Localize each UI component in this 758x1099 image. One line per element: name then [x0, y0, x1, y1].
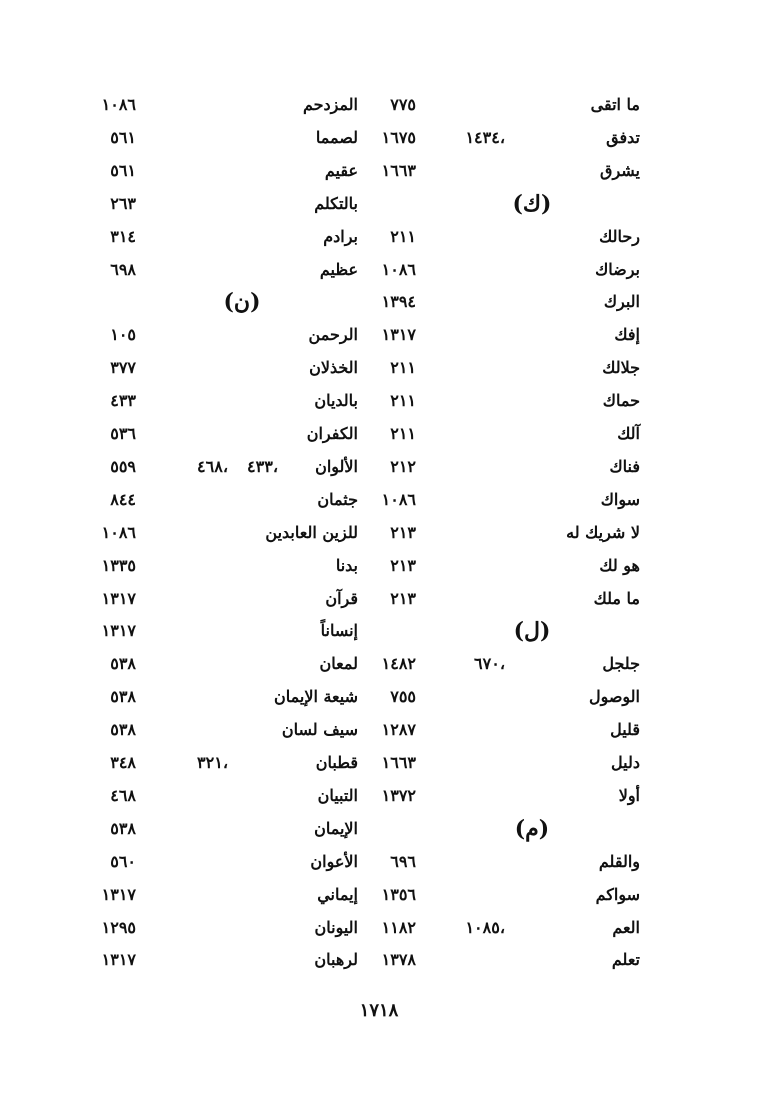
left-entry-word: قطبان [315, 753, 358, 772]
right-entry-page: ١٠٨٦ [381, 259, 416, 279]
index-row [0, 255, 758, 285]
index-row [0, 452, 758, 482]
index-row [0, 814, 758, 844]
left-entry-page-extra: ٣٢١، [197, 753, 228, 772]
right-entry-word: سواكم [595, 884, 640, 904]
left-entry-word: التبيان [317, 785, 358, 805]
left-entry-word: الألوان [315, 456, 358, 476]
index-row [0, 353, 758, 383]
index-row [0, 682, 758, 712]
right-entry-page: ٢١٣ [390, 555, 416, 575]
left-entry-page: ٥٦٠ [110, 851, 136, 871]
left-entry-word: إيماني [317, 884, 358, 904]
index-row [0, 551, 758, 581]
index-row [0, 945, 758, 975]
left-entry-page: ١٣١٧ [101, 588, 136, 608]
right-entry-word: ما ملك [593, 588, 640, 608]
index-row [0, 616, 758, 646]
right-letter-heading: (ك) [512, 190, 552, 217]
left-entry-page: ٥٣٨ [110, 720, 136, 740]
index-row [0, 485, 758, 515]
index-row [0, 880, 758, 910]
index-row [0, 913, 758, 943]
right-entry-page: ١١٨٢ [381, 917, 416, 937]
right-entry-page: ١٣٥٦ [381, 884, 416, 904]
right-entry-page-extra: ٦٧٠، [474, 654, 505, 674]
left-entry-page: ٤٦٨ [110, 785, 136, 805]
right-entry-word: برضاك [595, 259, 640, 279]
index-row [0, 189, 758, 219]
right-entry-word: يشرق [600, 160, 640, 180]
right-entry-word: الوصول [588, 687, 640, 707]
left-entry-word: بالديان [314, 391, 358, 411]
right-entry-word: تدفق [606, 127, 640, 147]
left-entry-page: ٥٣٦ [110, 424, 136, 443]
left-letter-heading: (ن) [223, 289, 261, 316]
left-entry-page: ١٠٥ [110, 325, 136, 345]
right-entry-page: ١٦٧٥ [381, 127, 416, 147]
left-entry-page-extra: ٤٦٨، [197, 456, 228, 476]
index-row [0, 781, 758, 811]
right-entry-page: ١٣٩٤ [381, 292, 416, 312]
left-entry-word: اليونان [314, 917, 358, 937]
right-entry-page: ١٤٨٢ [381, 654, 416, 674]
index-row [0, 386, 758, 416]
left-entry-word: لرهبان [314, 950, 358, 970]
right-entry-page: ١٣٧٨ [381, 950, 416, 970]
right-entry-page: ١٢٨٧ [381, 720, 416, 740]
right-entry-page-extra: ١٤٣٤، [465, 127, 505, 147]
right-entry-word: دليل [611, 753, 640, 772]
index-row [0, 156, 758, 186]
right-entry-word: البرك [603, 292, 640, 312]
left-entry-word: بدنا [335, 555, 358, 575]
right-entry-word: إفك [614, 325, 640, 345]
right-entry-word: العم [612, 917, 640, 937]
left-entry-word: شيعة الإيمان [274, 687, 358, 707]
left-entry-page: ١٣٣٥ [101, 555, 136, 575]
left-entry-page: ٦٩٨ [110, 259, 136, 279]
right-entry-page: ١٠٨٦ [381, 489, 416, 509]
left-entry-page: ٥٣٨ [110, 654, 136, 674]
index-row [0, 584, 758, 614]
index-row [0, 222, 758, 252]
left-entry-page: ٥٦١ [110, 127, 136, 147]
index-row [0, 90, 758, 120]
right-entry-page: ٢١٢ [390, 456, 416, 476]
left-entry-page-extra2: ٤٣٣، [247, 456, 278, 476]
index-row [0, 320, 758, 350]
index-row [0, 847, 758, 877]
left-entry-page: ١٣١٧ [101, 621, 136, 641]
right-entry-page: ٦٩٦ [390, 851, 416, 871]
left-entry-page: ٢٦٣ [110, 193, 136, 213]
right-entry-page: ١٣٧٢ [381, 785, 416, 805]
left-entry-word: بالتكلم [314, 193, 358, 213]
right-entry-word: قليل [610, 720, 640, 740]
left-entry-page: ٥٦١ [110, 160, 136, 180]
right-entry-word: ما اتقى [590, 95, 640, 114]
right-entry-page: ١٦٦٣ [381, 160, 416, 180]
right-entry-word: حماك [602, 391, 640, 411]
left-entry-word: الرحمن [308, 325, 358, 345]
right-entry-page: ١٣١٧ [381, 325, 416, 345]
left-entry-word: الأعوان [310, 851, 358, 871]
left-entry-word: قرآن [325, 588, 358, 608]
right-entry-word: جلالك [602, 358, 640, 378]
left-entry-word: الخذلان [309, 358, 358, 378]
left-entry-word: لمعان [319, 654, 358, 674]
left-entry-page: ١٢٩٥ [101, 917, 136, 937]
left-entry-word: المزدحم [302, 95, 358, 114]
index-row [0, 649, 758, 679]
left-entry-word: لصمما [315, 127, 358, 147]
left-entry-word: إنساناً [320, 621, 358, 641]
right-entry-page: ٢١١ [390, 391, 416, 411]
index-row [0, 748, 758, 778]
left-entry-word: للزين العابدين [265, 522, 358, 542]
right-entry-page: ٢١٣ [390, 522, 416, 542]
right-entry-word: فناك [609, 456, 640, 476]
index-row [0, 123, 758, 153]
left-entry-word: عقيم [324, 160, 358, 180]
right-entry-page: ٢١٣ [390, 588, 416, 608]
left-entry-page: ٣٤٨ [110, 753, 136, 772]
left-entry-page: ٣٧٧ [110, 358, 136, 378]
left-entry-page: ٣١٤ [110, 226, 136, 246]
right-entry-page: ٧٧٥ [390, 95, 416, 114]
right-entry-page: ٢١١ [390, 226, 416, 246]
left-entry-page: ١٠٨٦ [101, 95, 136, 114]
index-row [0, 287, 758, 317]
right-entry-word: تعلم [611, 950, 640, 970]
right-entry-word: رحالك [599, 226, 640, 246]
left-entry-page: ٥٣٨ [110, 687, 136, 707]
right-entry-page: ٢١١ [390, 424, 416, 443]
right-entry-word: هو لك [599, 555, 640, 575]
index-row [0, 715, 758, 745]
left-entry-word: الكفران [306, 424, 358, 443]
right-entry-word: والقلم [598, 851, 640, 871]
right-entry-word: جلجل [602, 654, 640, 674]
left-entry-page: ١٣١٧ [101, 884, 136, 904]
left-entry-page: ١٣١٧ [101, 950, 136, 970]
right-entry-word: لا شريك له [566, 522, 640, 542]
right-entry-page: ٧٥٥ [390, 687, 416, 707]
left-entry-page: ١٠٨٦ [101, 522, 136, 542]
right-entry-word: أولا [618, 785, 640, 805]
index-row [0, 419, 758, 449]
left-entry-word: عظيم [319, 259, 358, 279]
left-entry-page: ٥٥٩ [110, 456, 136, 476]
right-letter-heading: (ل) [513, 618, 551, 645]
right-entry-page: ١٦٦٣ [381, 753, 416, 772]
left-entry-page: ٨٤٤ [110, 489, 136, 509]
right-entry-page-extra: ١٠٨٥، [465, 917, 505, 937]
page-number: ١٧١٨ [359, 1000, 399, 1021]
right-letter-heading: (م) [514, 815, 550, 842]
left-entry-page: ٥٣٨ [110, 818, 136, 838]
left-entry-word: جثمان [317, 489, 358, 509]
left-entry-word: سيف لسان [281, 720, 358, 740]
left-entry-word: الإيمان [314, 818, 358, 838]
right-entry-word: سواك [600, 489, 640, 509]
right-entry-word: آلك [617, 424, 640, 443]
left-entry-page: ٤٣٣ [110, 391, 136, 411]
right-entry-page: ٢١١ [390, 358, 416, 378]
index-row [0, 518, 758, 548]
left-entry-word: برادم [323, 226, 358, 246]
